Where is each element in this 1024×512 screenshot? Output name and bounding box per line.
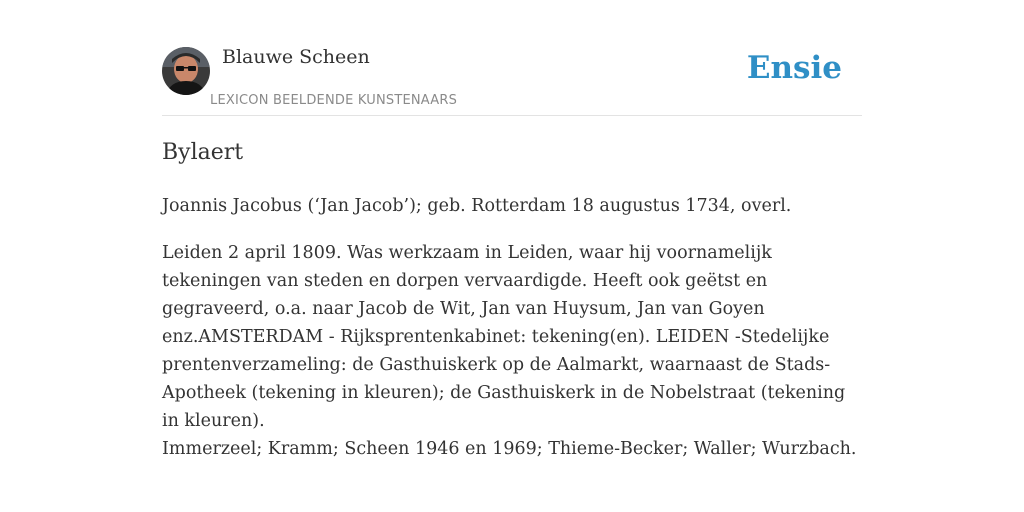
article-lead: Joannis Jacobus (‘Jan Jacob’); geb. Rotterdam 18 augustus 1734, overl.: [162, 196, 792, 216]
article-references: Immerzeel; Kramm; Scheen 1946 en 1969; Thieme-Becker; Waller; Wurzbach.: [162, 439, 857, 459]
series-label: LEXICON BEELDENDE KUNSTENAARS: [210, 93, 458, 108]
page-header: [162, 0, 862, 116]
brand-logo[interactable]: Ensie: [746, 50, 842, 86]
author-avatar[interactable]: [162, 47, 210, 95]
author-name[interactable]: Blauwe Scheen: [222, 46, 370, 68]
avatar-photo-icon: [162, 47, 210, 95]
article-paragraph: Leiden 2 april 1809. Was werkzaam in Leiden, waar hij voornamelijk tekeningen van steden en dorpen vervaardigde. Heeft ook geëtst en gegraveerd, o.a. naar Jacob de Wit, Jan van Huysum, Jan van Goyen enz.AMSTERDAM - Rijksprentenkabinet: tekening(en). LEIDEN -Stedelijke prentenverzameling: de Gasthuiskerk op de Aalmarkt, waarnaast de Stads-Apotheek (tekening in kleuren); de Gasthuiskerk in de Nobelstraat (tekening in kleuren).: [162, 243, 846, 431]
article-title: Bylaert: [162, 140, 244, 165]
